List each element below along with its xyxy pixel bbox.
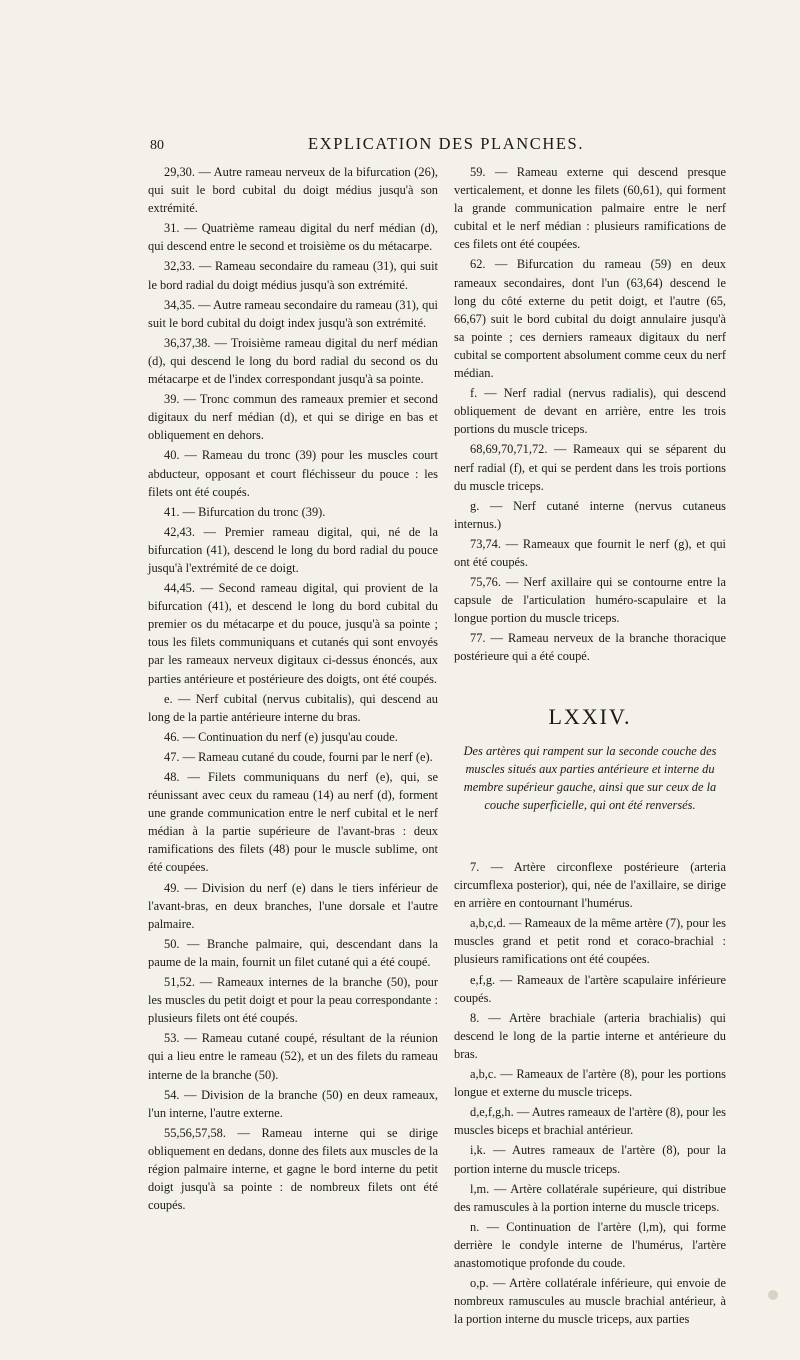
entry: o,p. — Artère collatérale inférieure, qui envoie de nombreux ramuscules au muscle brachial antérieur, à la portion interne du muscle triceps, aux parties (454, 1276, 726, 1327)
entry: f. — Nerf radial (nervus radialis), qui descend obliquement de devant en arrière, entre les trois portions du muscle triceps. (454, 386, 726, 437)
entry: 7. — Artère circonflexe postérieure (arteria circumflexa posterior), qui, née de l'axillaire, se dirige en arrière en contournant l'humérus. (454, 860, 726, 911)
entry: n. — Continuation de l'artère (l,m), qui forme derrière le condyle interne de l'humérus, l'artère anastomotique profonde du coude. (454, 1219, 726, 1270)
entry: 34,35. — Autre rameau secondaire du rameau (31), qui suit le bord cubital du doigt index jusqu'à son extrémité. (148, 297, 438, 330)
right-column (454, 163, 726, 1330)
page-number: 80 (150, 138, 164, 153)
entry: 47. — Rameau cutané du coude, fourni par le nerf (e). (164, 749, 433, 764)
entry: 31. — Quatrième rameau digital du nerf médian (d), qui descend entre le second et troisième os du métacarpe. (148, 221, 438, 254)
entry: 53. — Rameau cutané coupé, résultant de la réunion qui a lieu entre le rameau (52), et un des filets du rameau interne de la branche (50). (148, 1031, 438, 1082)
entry: 50. — Branche palmaire, qui, descendant dans la paume de la main, fournit un filet cutané qui a été coupé. (148, 936, 438, 969)
entry: 39. — Tronc commun des rameaux premier et second digitaux du nerf médian (d), et qui se dirige en bas et obliquement en dehors. (148, 392, 438, 443)
entry: 46. — Continuation du nerf (e) jusqu'au coude. (164, 729, 398, 744)
entry: a,b,c. — Rameaux de l'artère (8), pour les portions longue et externe du muscle triceps. (454, 1067, 726, 1100)
plate-caption-text: Des artères qui rampent sur la seconde couche des muscles situés aux parties antérieure et interne du membre supérieur gauche, ainsi que sur ceux de la couche superficielle, qui ont été renversés. (463, 743, 717, 812)
entry: 68,69,70,71,72. — Rameaux qui se séparent du nerf radial (f), et qui se perdent dans les trois portions du muscle triceps. (454, 442, 726, 493)
entry: 73,74. — Rameaux que fournit le nerf (g), et qui ont été coupés. (454, 536, 726, 569)
entry: d,e,f,g,h. — Autres rameaux de l'artère (8), pour les muscles biceps et brachial antérieur. (454, 1105, 726, 1138)
entry: g. — Nerf cutané interne (nervus cutaneus internus.) (454, 498, 726, 531)
entry: i,k. — Autres rameaux de l'artère (8), pour la portion interne du muscle triceps. (454, 1143, 726, 1176)
entry: e,f,g. — Rameaux de l'artère scapulaire inférieure coupés. (454, 972, 726, 1005)
entry: 8. — Artère brachiale (arteria brachialis) qui descend le long de la partie interne et antérieure du bras. (454, 1010, 726, 1061)
entry: 51,52. — Rameaux internes de la branche (50), pour les muscles du petit doigt et pour la peau correspondante : plusieurs filets ont été coupés. (148, 975, 438, 1026)
entry: 48. — Filets communiquans du nerf (e), qui, se réunissant avec ceux du rameau (14) au nerf (d), forment une grande communication entre le nerf cubital et le nerf médian à la partie supérieure de l'avant-bras : deux ramifications des filets (48) pour le muscle sublime, ont été coupées. (148, 770, 438, 875)
entry: 42,43. — Premier rameau digital, qui, né de la bifurcation (41), descend le long du bord radial du pouce jusqu'à l'extrémité de ce doigt. (148, 524, 438, 575)
entry: l,m. — Artère collatérale supérieure, qui distribue des ramuscules à la portion interne du muscle triceps. (454, 1181, 726, 1214)
entry: 55,56,57,58. — Rameau interne qui se dirige obliquement en dedans, donne des filets aux muscles de la région palmaire interne, et gagne le bord interne du petit doigt jusqu'à sa pointe : de nombreux filets ont été coupés. (148, 1125, 438, 1213)
entry: 49. — Division du nerf (e) dans le tiers inférieur de l'avant-bras, en deux branches, l'une dorsale et l'autre palmaire. (148, 880, 438, 931)
entry: 54. — Division de la branche (50) en deux rameaux, l'un interne, l'autre externe. (148, 1087, 438, 1120)
running-head: EXPLICATION DES PLANCHES. (308, 134, 585, 153)
entry: e. — Nerf cubital (nervus cubitalis), qui descend au long de la partie antérieure interne du bras. (148, 691, 438, 724)
entry: 40. — Rameau du tronc (39) pour les muscles court abducteur, opposant et court fléchisseur du pouce : les filets ont été coupés. (148, 448, 438, 499)
paper-stain (768, 1290, 778, 1300)
entry: 75,76. — Nerf axillaire qui se contourne entre la capsule de l'articulation huméro-scapulaire et la longue portion du muscle triceps. (454, 575, 726, 626)
entry: 32,33. — Rameau secondaire du rameau (31), qui suit le bord radial du doigt médius jusqu'à son extrémité. (148, 259, 438, 292)
entry: a,b,c,d. — Rameaux de la même artère (7), pour les muscles grand et petit rond et coraco-brachial : plusieurs ramifications ont été coupées. (454, 916, 726, 967)
left-column (148, 163, 438, 1216)
plate-caption (454, 742, 726, 814)
entry: 77. — Rameau nerveux de la branche thoracique postérieure qui a été coupé. (454, 631, 726, 664)
entry: 59. — Rameau externe qui descend presque verticalement, et donne les filets (60,61), qui forment la grande communication palmaire entre le nerf cubital et le nerf médian : plusieurs ramifications de ces filets ont été coupées. (454, 165, 726, 252)
entry: 44,45. — Second rameau digital, qui provient de la bifurcation (41), et descend le long du bord cubital du premier os du métacarpe et du pouce, jusqu'à sa pointe ; tous les filets communiquans et cutanés qui sont envoyés par les rameaux nerveux digitaux ci-dessus énoncés, aux parties antérieure et postérieure des doigts, ont été coupés. (148, 581, 438, 686)
entry: 36,37,38. — Troisième rameau digital du nerf médian (d), qui descend le long du bord radial du second os du métacarpe et de l'index correspondant jusqu'à sa pointe. (148, 335, 438, 387)
entry: 41. — Bifurcation du tronc (39). (164, 504, 326, 519)
entry: 62. — Bifurcation du rameau (59) en deux rameaux secondaires, dont l'un (63,64) descend le long du côté externe du petit doigt, et l'autre (65, 66,67) suit le bord cubital du doigt annulaire jusqu'à sa pointe ; ces derniers rameaux digitaux du nerf cubital se comportent absolument comme ceux du nerf médian. (454, 257, 726, 381)
plate-heading: LXXIV. (548, 703, 632, 729)
entry: 29,30. — Autre rameau nerveux de la bifurcation (26), qui suit le bord cubital du doigt médius jusqu'à son extrémité. (148, 165, 438, 216)
